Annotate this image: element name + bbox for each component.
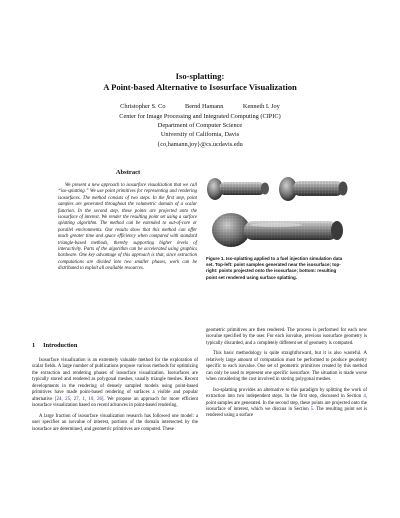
paper-title-line2: A Point-based Alternative to Isosurface Visualization	[103, 82, 297, 92]
paragraph: geometric primitives are then rendered. The process is performed for each new isovalue specified by the user. For each isovalue, previous isosurface geometry is typically discarded, and a completely different set of geometry is computed.	[206, 328, 367, 346]
abstract-heading: Abstract	[115, 169, 141, 176]
affiliation-line: University of California, Davis	[160, 131, 240, 138]
paragraph: A large fraction of isosurface visualization research has followed one model: a user specifies an isovalue of interest, portions of the domain intersected by the isosurface are determined, and geometric primitives are computed. These	[32, 413, 198, 432]
section-reference-link[interactable]: 5	[310, 406, 314, 412]
author-list	[0, 103, 400, 111]
figure-1-image	[206, 172, 349, 254]
fuel-injection-render	[206, 172, 349, 254]
paragraph: This basic methodology is quite straightforward, but it is also wasteful. A relatively large amount of computation must be performed to produce geometry specific to each isovalue. One set of geometric primitives created by this method can only be used to represent one specific isosurface. The situation is made worse when considering the cost involved in storing polygonal meshes.	[206, 351, 367, 383]
author-email: {co,hamann,joy}@cs.ucdavis.edu	[157, 141, 243, 148]
section-title: Introduction	[43, 342, 78, 349]
point-samples-render	[207, 178, 269, 200]
section-reference-link[interactable]: 4	[363, 394, 366, 400]
citation-link[interactable]: [24, 25, 27, 1, 10, 26]	[54, 396, 104, 402]
right-column-text	[206, 328, 367, 424]
section-number: 1	[32, 342, 36, 349]
author-name: Christopher S. Co	[120, 103, 166, 110]
left-column-text	[32, 358, 198, 437]
paper-title-line1: Iso-splatting:	[175, 71, 225, 81]
paragraph: Isosurface visualization is an extremely valuable method for the exploration of scalar fields. A large number of publications propose various methods for optimizing the extraction and rendering phases of isosurface visualization. Isosurfaces are typically stored and rendered as polygonal meshes, usually triangle meshes. Recent developments in the rendering of densely sampled models using point-based primitives have made point-based rendering of surfaces a visible and popular alternative [24, 25, 27, 1, 10, 26]. We propose an approach for more efficient isosurface visualization based on recent advances in point-based rendering.	[32, 358, 198, 409]
projected-points-render	[279, 177, 348, 201]
author-name: Bernd Hamann	[185, 103, 224, 110]
abstract-text: We present a new approach to isosurface visualization that we call “iso-splatting.” We use point primitives for representing and rendering isosurfaces. The method consists of two steps. In the first step, point samples are generated throughout the volumetric domain of a scalar function. In the second step, these points are projected onto the isosurface of interest. We render the resulting point set using a surface splatting algorithm. The method can be extended to out-of-core or parallel environments. Our results show that this method can offer much greater time and space efficiency when compared with standard triangle-based methods, thereby supporting higher levels of interactivity. Parts of the algorithm can be accelerated using graphics hardware. One key advantage of this approach is that, since extraction computations are divided into two smaller phases, work can be distributed to exploit all available resources.	[58, 183, 197, 272]
affiliation-line: Department of Computer Science	[157, 122, 243, 129]
section-heading	[32, 342, 85, 349]
paragraph: Iso-splatting provides an alternative to this paradigm by splitting the work of extraction into two independent steps. In the first step, discussed in Section 4, point samples are generated. In the second step, these points are projected onto the isosurface of interest, which we discuss in Section 5. The resulting point set is rendered using a surface	[206, 387, 368, 419]
splatted-surface-render	[212, 213, 343, 247]
affiliation-line: Center for Image Processing and Integrated Computing (CIPIC)	[119, 113, 281, 120]
figure-1-caption: Figure 1. Iso-splatting applied to a fuel injection simulation data set. Top-left: point samples generated near the isosurface; top-right: points projected onto the isosurface; bottom: resulting point set rendered using surface splatting.	[206, 256, 343, 280]
author-name: Kenneth I. Joy	[242, 103, 280, 110]
